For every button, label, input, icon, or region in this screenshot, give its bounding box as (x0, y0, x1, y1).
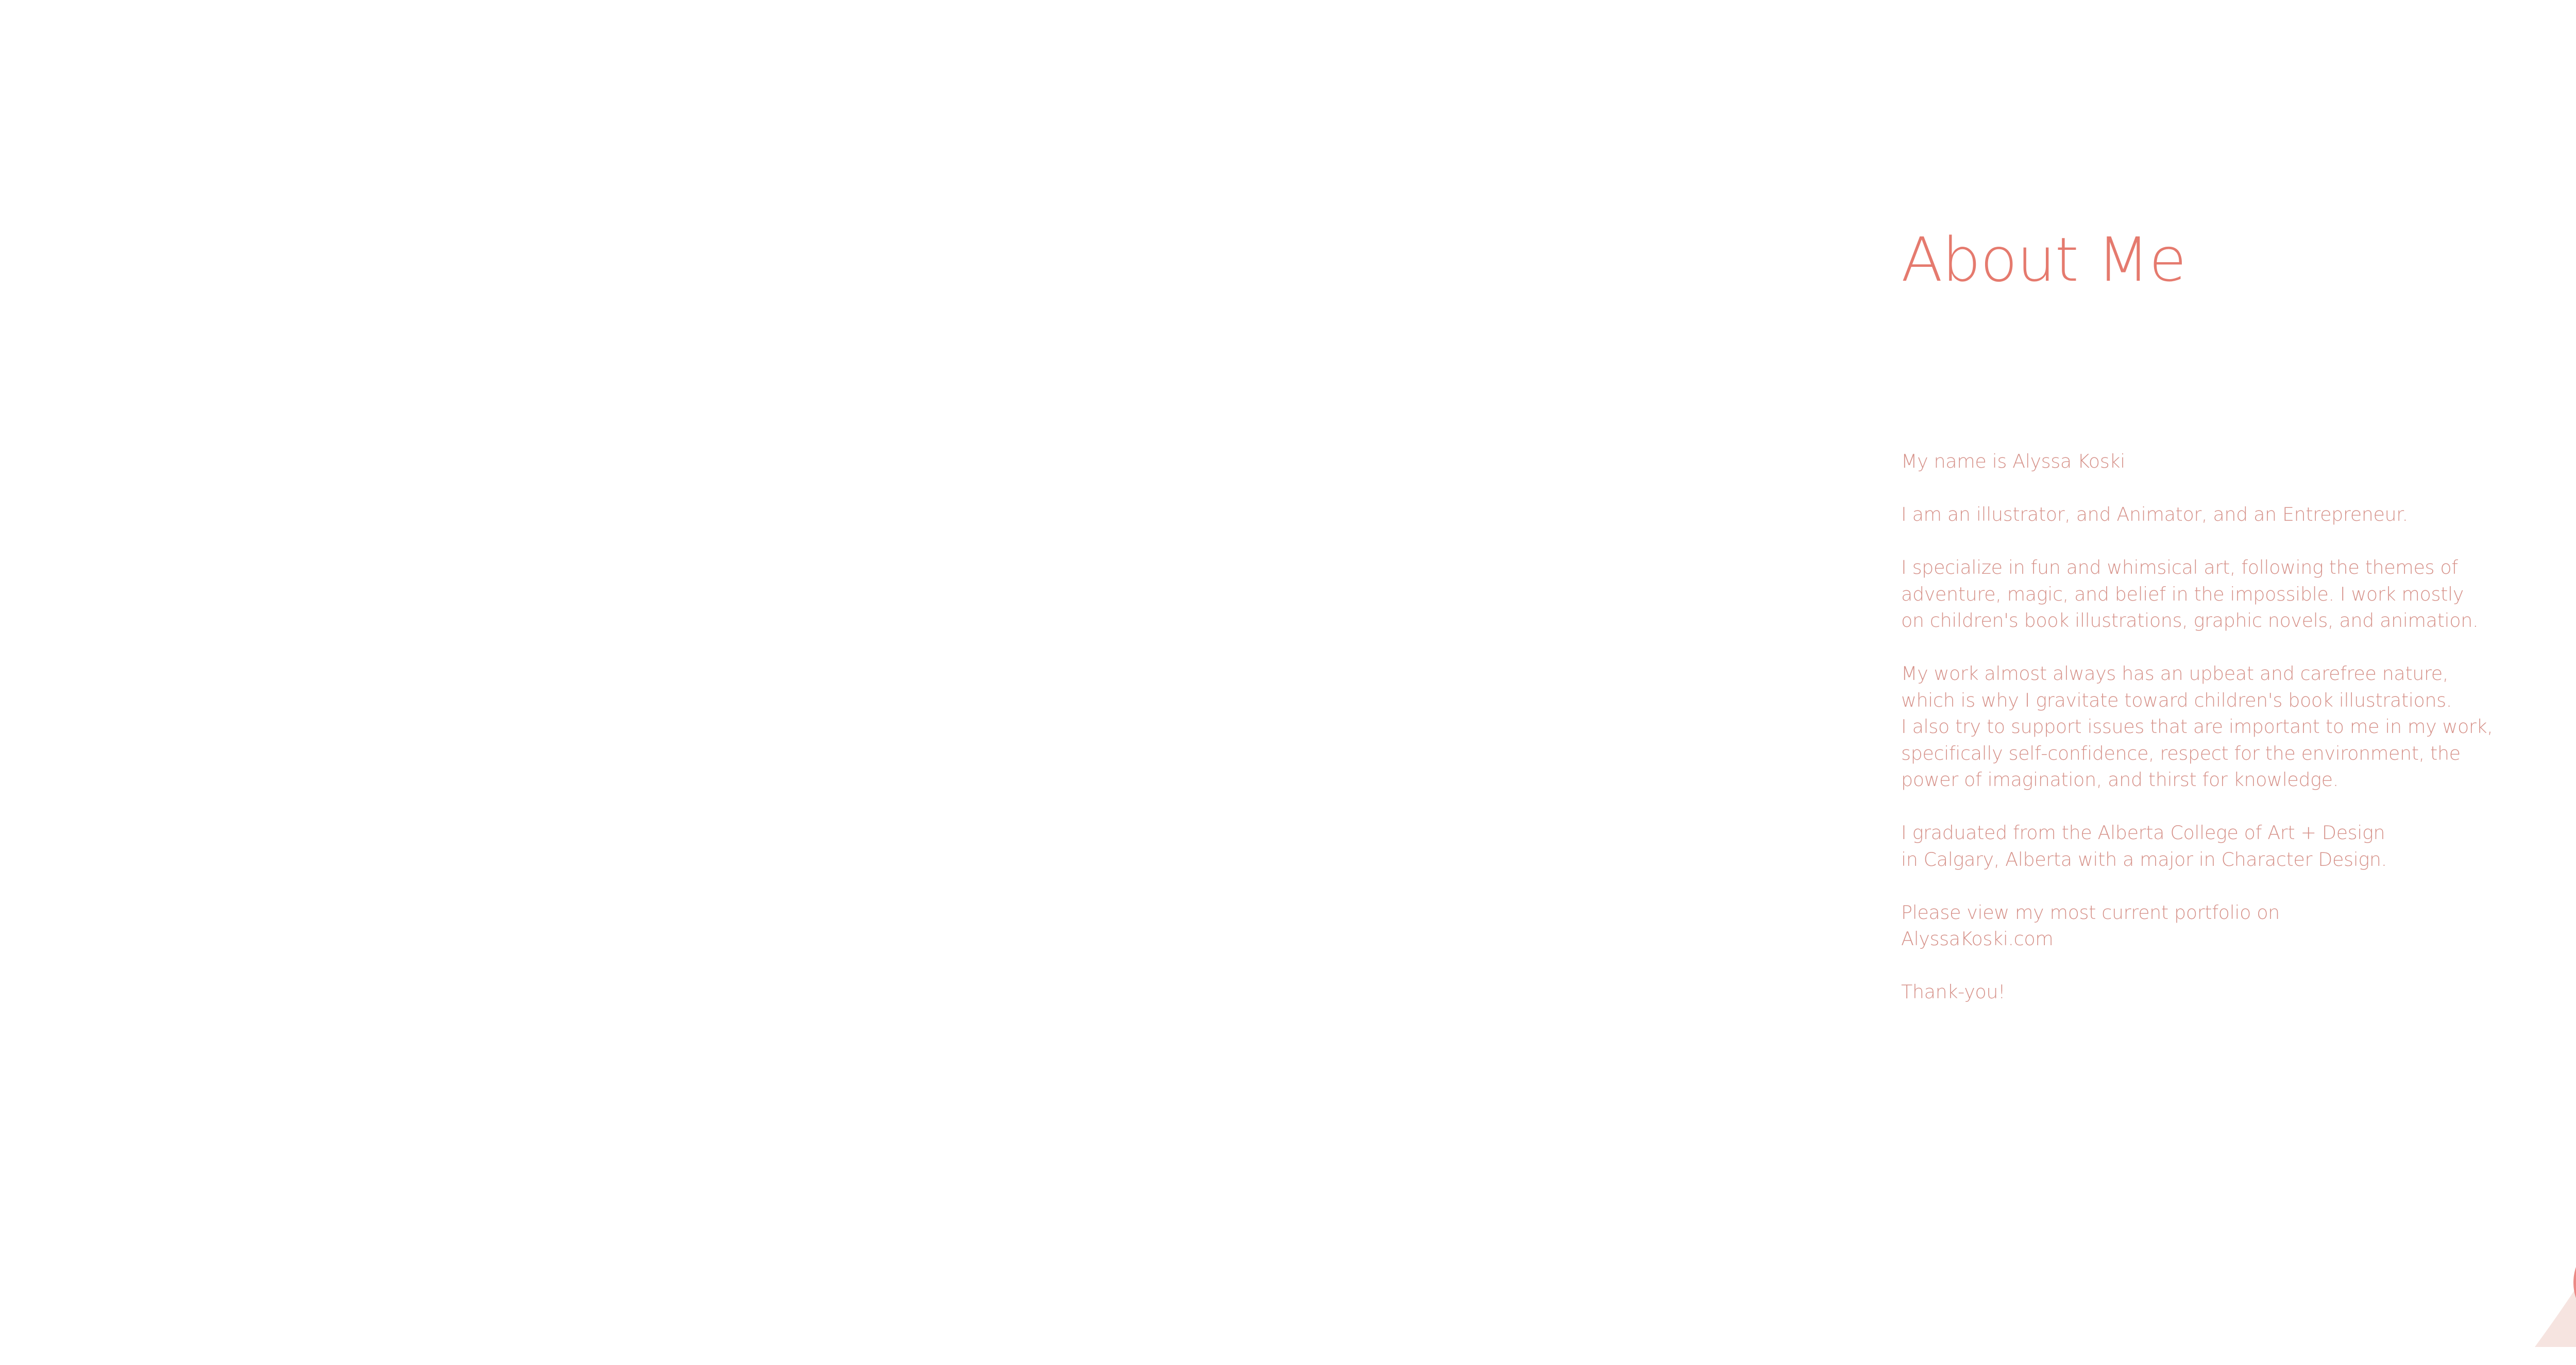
bio-paragraph-thanks (1901, 979, 2519, 1005)
bio-line: Thank-you! (1901, 981, 2006, 1003)
bio-line: My name is Alyssa Koski (1901, 450, 2125, 472)
portfolio-link[interactable]: AlyssaKoski.com (1901, 928, 2054, 950)
page-title: About Me (1901, 224, 2186, 295)
portrait-illustration (2514, 288, 2576, 1365)
bio-line: specifically self-confidence, respect for the environment, the (1901, 742, 2461, 764)
bio-paragraph-nature (1901, 660, 2519, 793)
bio-line: My work almost always has an upbeat and carefree nature, (1901, 662, 2449, 685)
bio-line: on children's book illustrations, graphic novels, and animation. (1901, 609, 2479, 632)
bio-paragraph-name (1901, 448, 2519, 475)
bio-paragraph-specialty (1901, 554, 2519, 634)
bio-text (1901, 448, 2519, 1032)
bio-line: power of imagination, and thirst for knowledge. (1901, 769, 2338, 791)
skirt-shape (2535, 1046, 2576, 1347)
bio-line: I graduated from the Alberta College of Art + Design (1901, 822, 2385, 844)
floral-skirt-icon (2535, 1043, 2576, 1360)
bio-line: adventure, magic, and belief in the impossible. I work mostly (1901, 583, 2464, 605)
character-svg (2514, 288, 2576, 1365)
bio-paragraph-education (1901, 820, 2519, 873)
bio-paragraph-portfolio (1901, 899, 2519, 952)
bio-paragraph-roles (1901, 501, 2519, 528)
bio-line: I also try to support issues that are important to me in my work, (1901, 715, 2493, 738)
bio-line: Please view my most current portfolio on (1901, 901, 2280, 924)
bio-line: which is why I gravitate toward children's book illustrations. (1901, 689, 2452, 711)
bio-line: I specialize in fun and whimsical art, following the themes of (1901, 556, 2458, 578)
bio-line: in Calgary, Alberta with a major in Character Design. (1901, 848, 2387, 871)
bio-line: I am an illustrator, and Animator, and an Entrepreneur. (1901, 503, 2408, 525)
